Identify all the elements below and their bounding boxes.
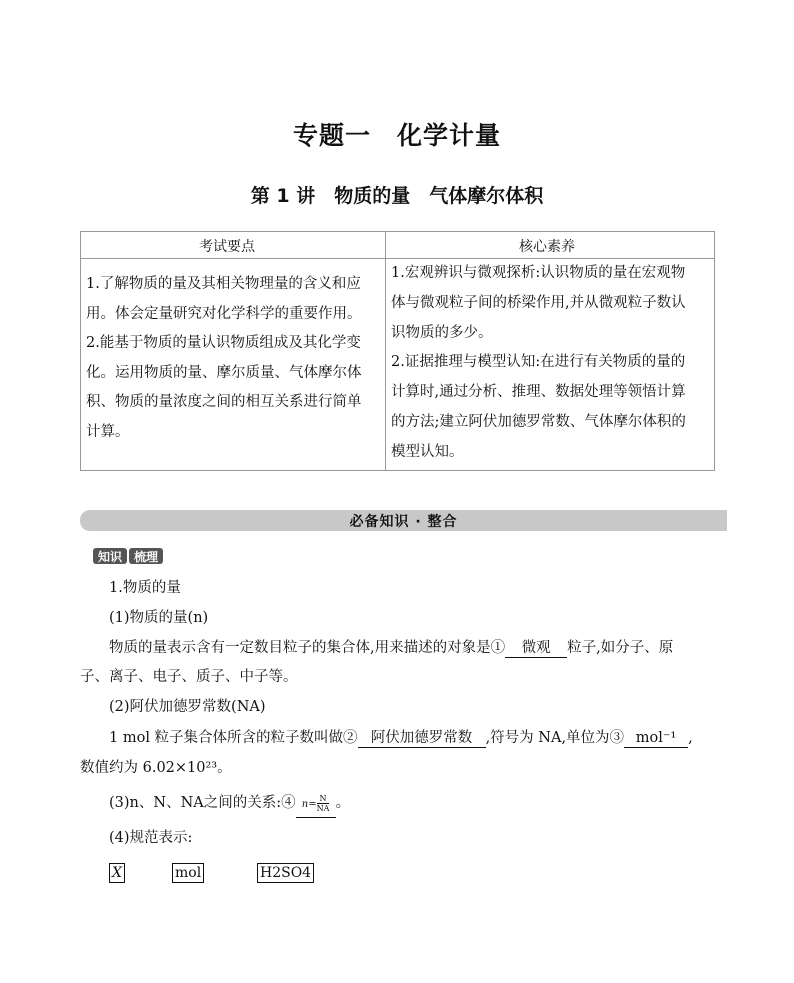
heading-1-3: (3)n、N、NA之间的关系:④ n= $\frac{N}{NA}$ 。 <box>109 790 350 818</box>
example-symbol: X <box>109 862 125 883</box>
heading-1: 1.物质的量 <box>109 580 181 596</box>
section-banner <box>80 510 727 531</box>
text-line: 1.宏观辨识与微观探析:认识物质的量在宏观物 <box>391 265 686 281</box>
core-literacy-cell <box>386 259 714 470</box>
header-exam-points: 考试要点 <box>199 239 255 255</box>
text-line: 2.能基于物质的量认识物质组成及其化学变 <box>86 335 361 351</box>
text-line: 1.了解物质的量及其相关物理量的含义和应 <box>86 276 361 292</box>
text-line: 体与微观粒子间的桥梁作用,并从微观粒子数认 <box>391 294 686 311</box>
paragraph-2-line2: 数值约为 6.02×10²³。 <box>80 760 232 776</box>
text-line: 识物质的多少。 <box>391 324 493 341</box>
heading-1-2: (2)阿伏加德罗常数(NA) <box>109 699 266 715</box>
text-line: 积、物质的量浓度之间的相互关系进行简单 <box>86 394 362 410</box>
heading-1-4: (4)规范表示: <box>109 830 193 846</box>
paragraph-1-line2: 子、离子、电子、质子、中子等。 <box>80 669 298 685</box>
blank-3: mol⁻¹ <box>624 729 688 748</box>
knowledge-badge-icon <box>92 546 164 566</box>
fraction: $\frac{N}{NA}$ <box>316 793 330 813</box>
example-formula: H2SO4 <box>257 862 314 883</box>
blank-2: 阿伏加德罗常数 <box>358 729 486 748</box>
table-header <box>81 232 714 259</box>
text-line: 2.证据推理与模型认知:在进行有关物质的量的 <box>391 354 686 371</box>
example-unit: mol <box>172 862 204 883</box>
text-line: 化。运用物质的量、摩尔质量、气体摩尔体 <box>86 364 362 381</box>
chapter-title: 专题一 化学计量 <box>292 121 501 150</box>
badge-text-1: 知识 <box>97 550 123 564</box>
exam-points-cell <box>81 259 385 470</box>
text-line: 用。体会定量研究对化学科学的重要作用。 <box>86 305 362 322</box>
paragraph-1: 物质的量表示含有一定数目粒子的集合体,用来描述的对象是① 微观 粒子,如分子、原 <box>109 640 674 656</box>
header-core-literacy: 核心素养 <box>519 239 575 255</box>
text-line: 模型认知。 <box>391 443 464 460</box>
blank-1: 微观 <box>505 639 567 658</box>
text-line: 的方法;建立阿伏加德罗常数、气体摩尔体积的 <box>391 413 686 430</box>
banner-label: 必备知识 · 整合 <box>349 514 458 530</box>
blank-4: n= $\frac{N}{NA}$ <box>296 791 336 818</box>
heading-1-1: (1)物质的量(n) <box>109 610 209 626</box>
requirements-table <box>80 231 715 471</box>
paragraph-2: 1 mol 粒子集合体所含的粒子数叫做② 阿伏加德罗常数 ,符号为 NA,单位为③ mol⁻¹ , <box>109 730 693 746</box>
lecture-title: 第 1 讲 物质的量 气体摩尔体积 <box>250 185 544 207</box>
text-line: 计算。 <box>86 423 130 440</box>
badge-text-2: 梳理 <box>133 550 159 564</box>
text-line: 计算时,通过分析、推理、数据处理等领悟计算 <box>391 384 686 401</box>
